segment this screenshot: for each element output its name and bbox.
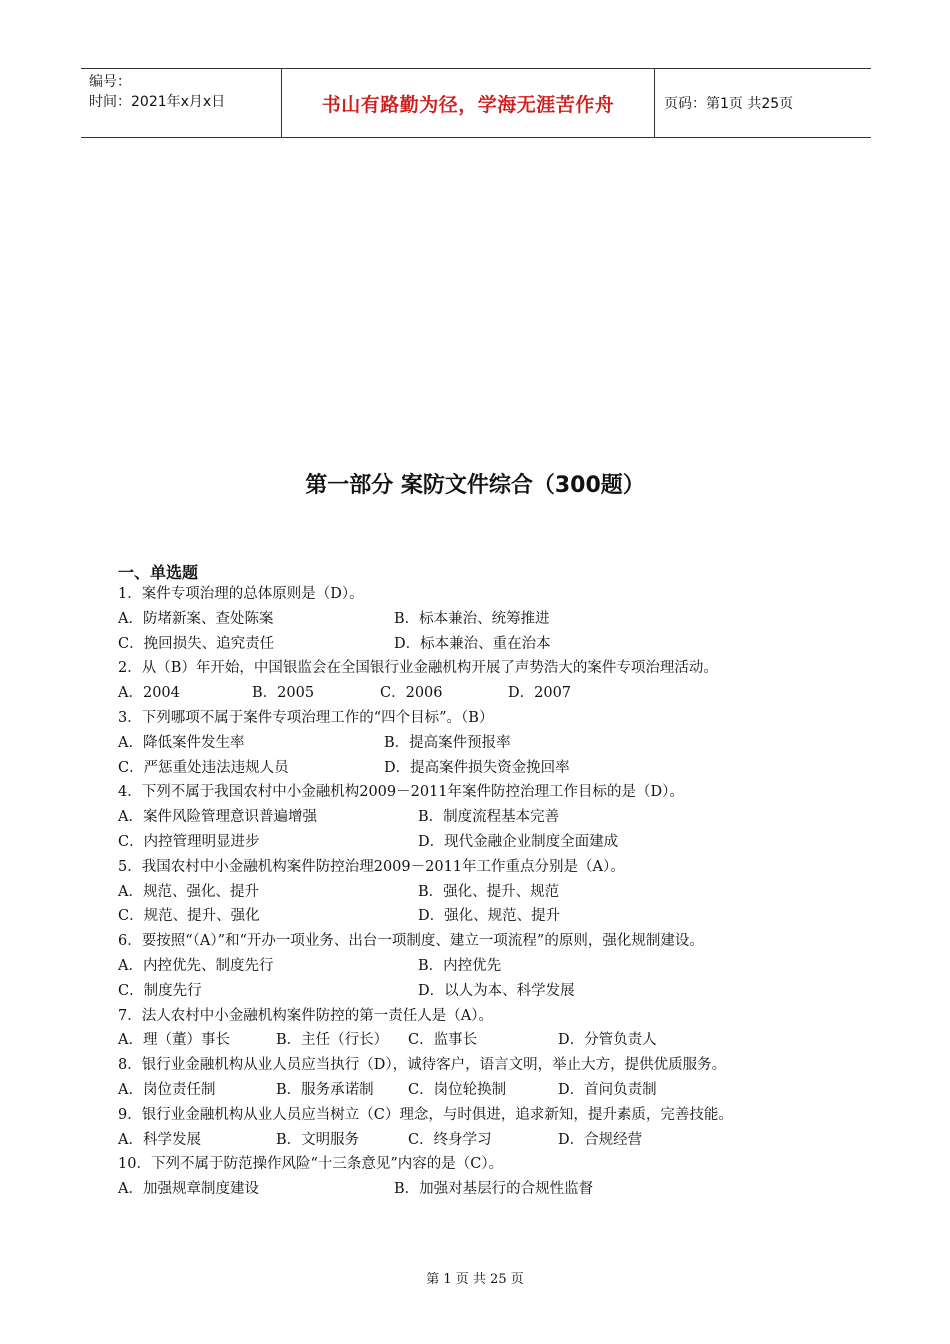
answer-option: C．终身学习	[408, 1131, 492, 1148]
section-heading: 一、单选题	[118, 563, 199, 582]
answer-option: A．理（董）事长	[118, 1032, 230, 1049]
answer-option: A．防堵新案、查处陈案	[118, 610, 274, 627]
page-info: 页码：第1页 共25页	[664, 96, 794, 112]
option-row	[118, 979, 878, 1004]
option-row	[118, 904, 878, 929]
option-row	[118, 756, 878, 781]
motto: 书山有路勤为径，学海无涯苦作舟	[321, 93, 615, 116]
answer-option: B．加强对基层行的合规性监督	[394, 1181, 594, 1198]
answer-option: D．以人为本、科学发展	[418, 982, 575, 999]
document-title: 第一部分 案防文件综合（300题）	[305, 473, 645, 498]
answer-option: C．内控管理明显进步	[118, 833, 260, 850]
answer-option: A．加强规章制度建设	[118, 1181, 259, 1198]
question-text: 8．银行业金融机构从业人员应当执行（D），诚待客户，语言文明，举止大方，提供优质服务。	[118, 1057, 727, 1074]
answer-option: A．2004	[118, 685, 180, 702]
question-text: 3．下列哪项不属于案件专项治理工作的“四个目标”。（B）	[118, 709, 494, 726]
answer-option: C．监事长	[408, 1032, 478, 1049]
answer-option: A．降低案件发生率	[118, 734, 245, 751]
question-text: 7．法人农村中小金融机构案件防控的第一责任人是（A）。	[118, 1007, 493, 1024]
option-row	[118, 954, 878, 979]
question-text: 10．下列不属于防范操作风险“十三条意见”内容的是（C）。	[118, 1156, 504, 1173]
answer-option: B．标本兼治、统筹推进	[394, 610, 550, 627]
option-row	[118, 880, 878, 905]
option-row	[118, 1078, 878, 1103]
header-meta	[81, 69, 281, 140]
answer-option: B．制度流程基本完善	[418, 809, 560, 826]
question-text: 5．我国农村中小金融机构案件防控治理2009－2011年工作重点分别是（A）。	[118, 858, 625, 875]
header-page-info	[654, 69, 871, 137]
answer-option: A．岗位责任制	[118, 1081, 216, 1098]
answer-option: D．现代金融企业制度全面建成	[418, 833, 619, 850]
answer-option: D．2007	[508, 685, 572, 702]
answer-option: D．强化、规范、提升	[418, 908, 561, 925]
answer-option: B．强化、提升、规范	[418, 883, 560, 900]
answer-option: B．服务承诺制	[276, 1081, 374, 1098]
question-text: 1．案件专项治理的总体原则是（D）。	[118, 586, 364, 602]
option-row	[118, 830, 878, 855]
answer-option: D．分管负责人	[558, 1032, 657, 1049]
answer-option: C．2006	[380, 685, 443, 702]
option-row	[118, 632, 878, 657]
option-row	[118, 1128, 878, 1153]
answer-option: C．岗位轮换制	[408, 1081, 507, 1098]
answer-option: C．规范、提升、强化	[118, 908, 260, 925]
answer-option: A．科学发展	[118, 1131, 201, 1148]
answer-option: A．案件风险管理意识普遍增强	[118, 809, 317, 826]
answer-option: D．提高案件损失资金挽回率	[384, 759, 570, 776]
question-text: 2．从（B）年开始，中国银监会在全国银行业金融机构开展了声势浩大的案件专项治理活动。	[118, 660, 718, 677]
answer-option: A．内控优先、制度先行	[118, 957, 274, 974]
question-text: 9．银行业金融机构从业人员应当树立（C）理念，与时俱进，追求新知，提升素质，完善技能。	[118, 1106, 733, 1123]
question-text: 4．下列不属于我国农村中小金融机构2009－2011年案件防控治理工作目标的是（D）。	[118, 784, 684, 801]
answer-option: C．挽回损失、追究责任	[118, 635, 275, 652]
answer-option: C．严惩重处违法违规人员	[118, 759, 289, 776]
answer-option: D．标本兼治、重在治本	[394, 635, 551, 652]
time-label: 时间：2021年x月x日	[89, 94, 226, 110]
answer-option: B．主任（行长）	[276, 1032, 389, 1049]
question-list	[118, 582, 878, 1202]
number-label: 编号：	[89, 74, 131, 90]
answer-option: D．首问负责制	[558, 1081, 657, 1098]
answer-option: B．2005	[252, 685, 315, 702]
answer-option: A．规范、强化、提升	[118, 883, 259, 900]
option-row	[118, 607, 878, 632]
question-text: 6．要按照“（A）”和“开办一项业务、出台一项制度、建立一项流程”的原则，强化规制建设。	[118, 933, 704, 950]
page-footer: 第 1 页 共 25 页	[426, 1272, 524, 1287]
header-motto-cell	[281, 69, 655, 137]
answer-option: D．合规经营	[558, 1131, 643, 1148]
answer-option: B．文明服务	[276, 1131, 360, 1148]
page-header	[81, 68, 871, 138]
option-row	[118, 805, 878, 830]
answer-option: B．提高案件预报率	[384, 734, 511, 751]
answer-option: B．内控优先	[418, 957, 502, 974]
option-row	[118, 731, 878, 756]
option-row	[118, 681, 878, 706]
answer-option: C．制度先行	[118, 982, 202, 999]
option-row	[118, 1177, 878, 1202]
option-row	[118, 1028, 878, 1053]
